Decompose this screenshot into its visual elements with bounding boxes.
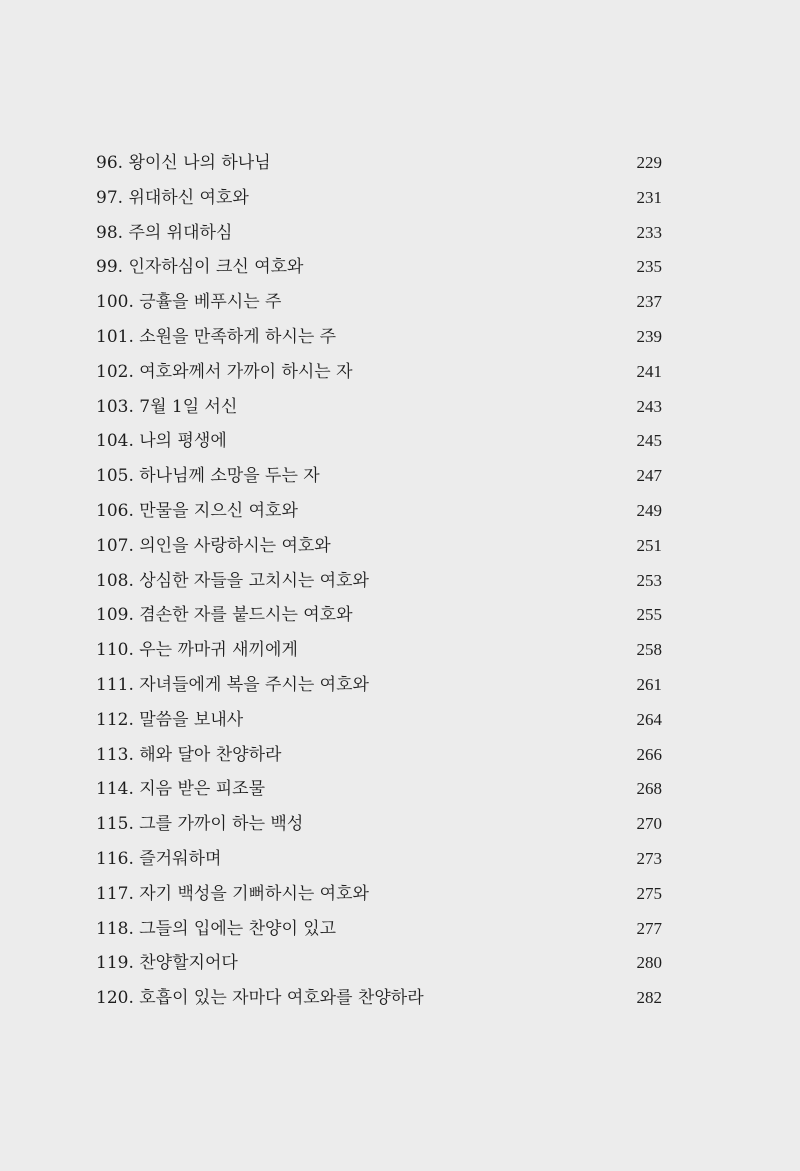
toc-entry	[96, 564, 662, 599]
toc-entry-page: 270	[636, 814, 662, 834]
toc-entry	[96, 320, 662, 355]
toc-entry-page: 235	[636, 257, 662, 277]
toc-entry-page: 245	[636, 431, 662, 451]
toc-entry	[96, 390, 662, 425]
toc-entry	[96, 424, 662, 459]
toc-entry-title: 103. 7월 1일 서신	[96, 396, 238, 417]
toc-entry-page: 264	[636, 709, 662, 729]
toc-entry-page: 282	[636, 988, 662, 1008]
toc-entry-title: 96. 왕이신 나의 하나님	[96, 153, 271, 173]
toc-entry-title: 110. 우는 까마귀 새끼에게	[96, 640, 298, 661]
toc-entry-page: 239	[636, 326, 662, 346]
toc-entry	[96, 146, 662, 181]
toc-entry	[96, 598, 662, 633]
toc-entry	[96, 459, 662, 494]
toc-entry-page: 237	[636, 292, 662, 312]
toc-entry	[96, 772, 662, 807]
toc-entry-page: 233	[636, 222, 662, 242]
toc-entry	[96, 181, 662, 216]
toc-entry	[96, 355, 662, 390]
toc-entry-title: 114. 지음 받은 피조물	[96, 779, 266, 800]
toc-entry-title: 98. 주의 위대하심	[96, 222, 233, 243]
toc-entry-title: 105. 하나님께 소망을 두는 자	[96, 466, 320, 487]
toc-entry	[96, 877, 662, 912]
toc-entry-page: 258	[636, 640, 662, 660]
toc-entry-title: 102. 여호와께서 가까이 하시는 자	[96, 361, 353, 382]
toc-entry	[96, 494, 662, 529]
toc-entry-title: 106. 만물을 지으신 여호와	[96, 500, 298, 521]
toc-entry-page: 280	[636, 953, 662, 973]
toc-entry-title: 115. 그를 가까이 하는 백성	[96, 814, 304, 835]
toc-entry-title: 104. 나의 평생에	[96, 431, 227, 452]
toc-entry-title: 100. 긍휼을 베푸시는 주	[96, 292, 282, 313]
toc-entry-title: 99. 인자하심이 크신 여호와	[96, 257, 304, 278]
toc-entry-title: 120. 호흡이 있는 자마다 여호와를 찬양하라	[96, 988, 424, 1009]
toc-entry-title: 112. 말씀을 보내사	[96, 709, 244, 730]
toc-entry-page: 247	[636, 466, 662, 486]
toc-entry-page: 229	[636, 153, 662, 172]
toc-entry	[96, 981, 662, 1016]
toc-entry	[96, 216, 662, 251]
toc-entry-page: 277	[636, 918, 662, 938]
toc-entry-title: 117. 자기 백성을 기뻐하시는 여호와	[96, 883, 369, 904]
toc-entry-page: 273	[636, 848, 662, 868]
toc-entry	[96, 668, 662, 703]
toc-entry-page: 268	[636, 779, 662, 799]
toc-entry	[96, 633, 662, 668]
toc-entry-page: 266	[636, 744, 662, 764]
toc-entry	[96, 703, 662, 738]
toc-entry	[96, 738, 662, 773]
toc-entry	[96, 946, 662, 981]
toc-entry-title: 97. 위대하신 여호와	[96, 187, 249, 208]
toc-entry-title: 113. 해와 달아 찬양하라	[96, 744, 282, 765]
toc-entry-page: 249	[636, 500, 662, 520]
toc-entry-page: 243	[636, 396, 662, 416]
toc-entry-page: 261	[636, 674, 662, 694]
toc-entry-title: 116. 즐거워하며	[96, 848, 222, 869]
toc-entry	[96, 807, 662, 842]
toc-entry-page: 251	[636, 535, 662, 555]
toc-entry-title: 111. 자녀들에게 복을 주시는 여호와	[96, 674, 369, 695]
toc-entry-title: 108. 상심한 자들을 고치시는 여호와	[96, 570, 369, 591]
toc-entry-page: 275	[636, 883, 662, 903]
toc-entry-title: 107. 의인을 사랑하시는 여호와	[96, 535, 331, 556]
toc-entry-title: 109. 겸손한 자를 붙드시는 여호와	[96, 605, 353, 626]
toc-entry-title: 119. 찬양할지어다	[96, 953, 238, 974]
toc-entry	[96, 250, 662, 285]
toc-entry-title: 101. 소원을 만족하게 하시는 주	[96, 326, 337, 347]
toc-entry	[96, 285, 662, 320]
toc-entry-page: 241	[636, 361, 662, 381]
toc-entry	[96, 529, 662, 564]
toc-entry	[96, 912, 662, 947]
toc-entry	[96, 842, 662, 877]
toc-entry-title: 118. 그들의 입에는 찬양이 있고	[96, 918, 337, 939]
toc-entry-page: 253	[636, 570, 662, 590]
toc-entry-page: 231	[636, 187, 662, 207]
toc-entry-page: 255	[636, 605, 662, 625]
table-of-contents	[96, 146, 662, 1016]
